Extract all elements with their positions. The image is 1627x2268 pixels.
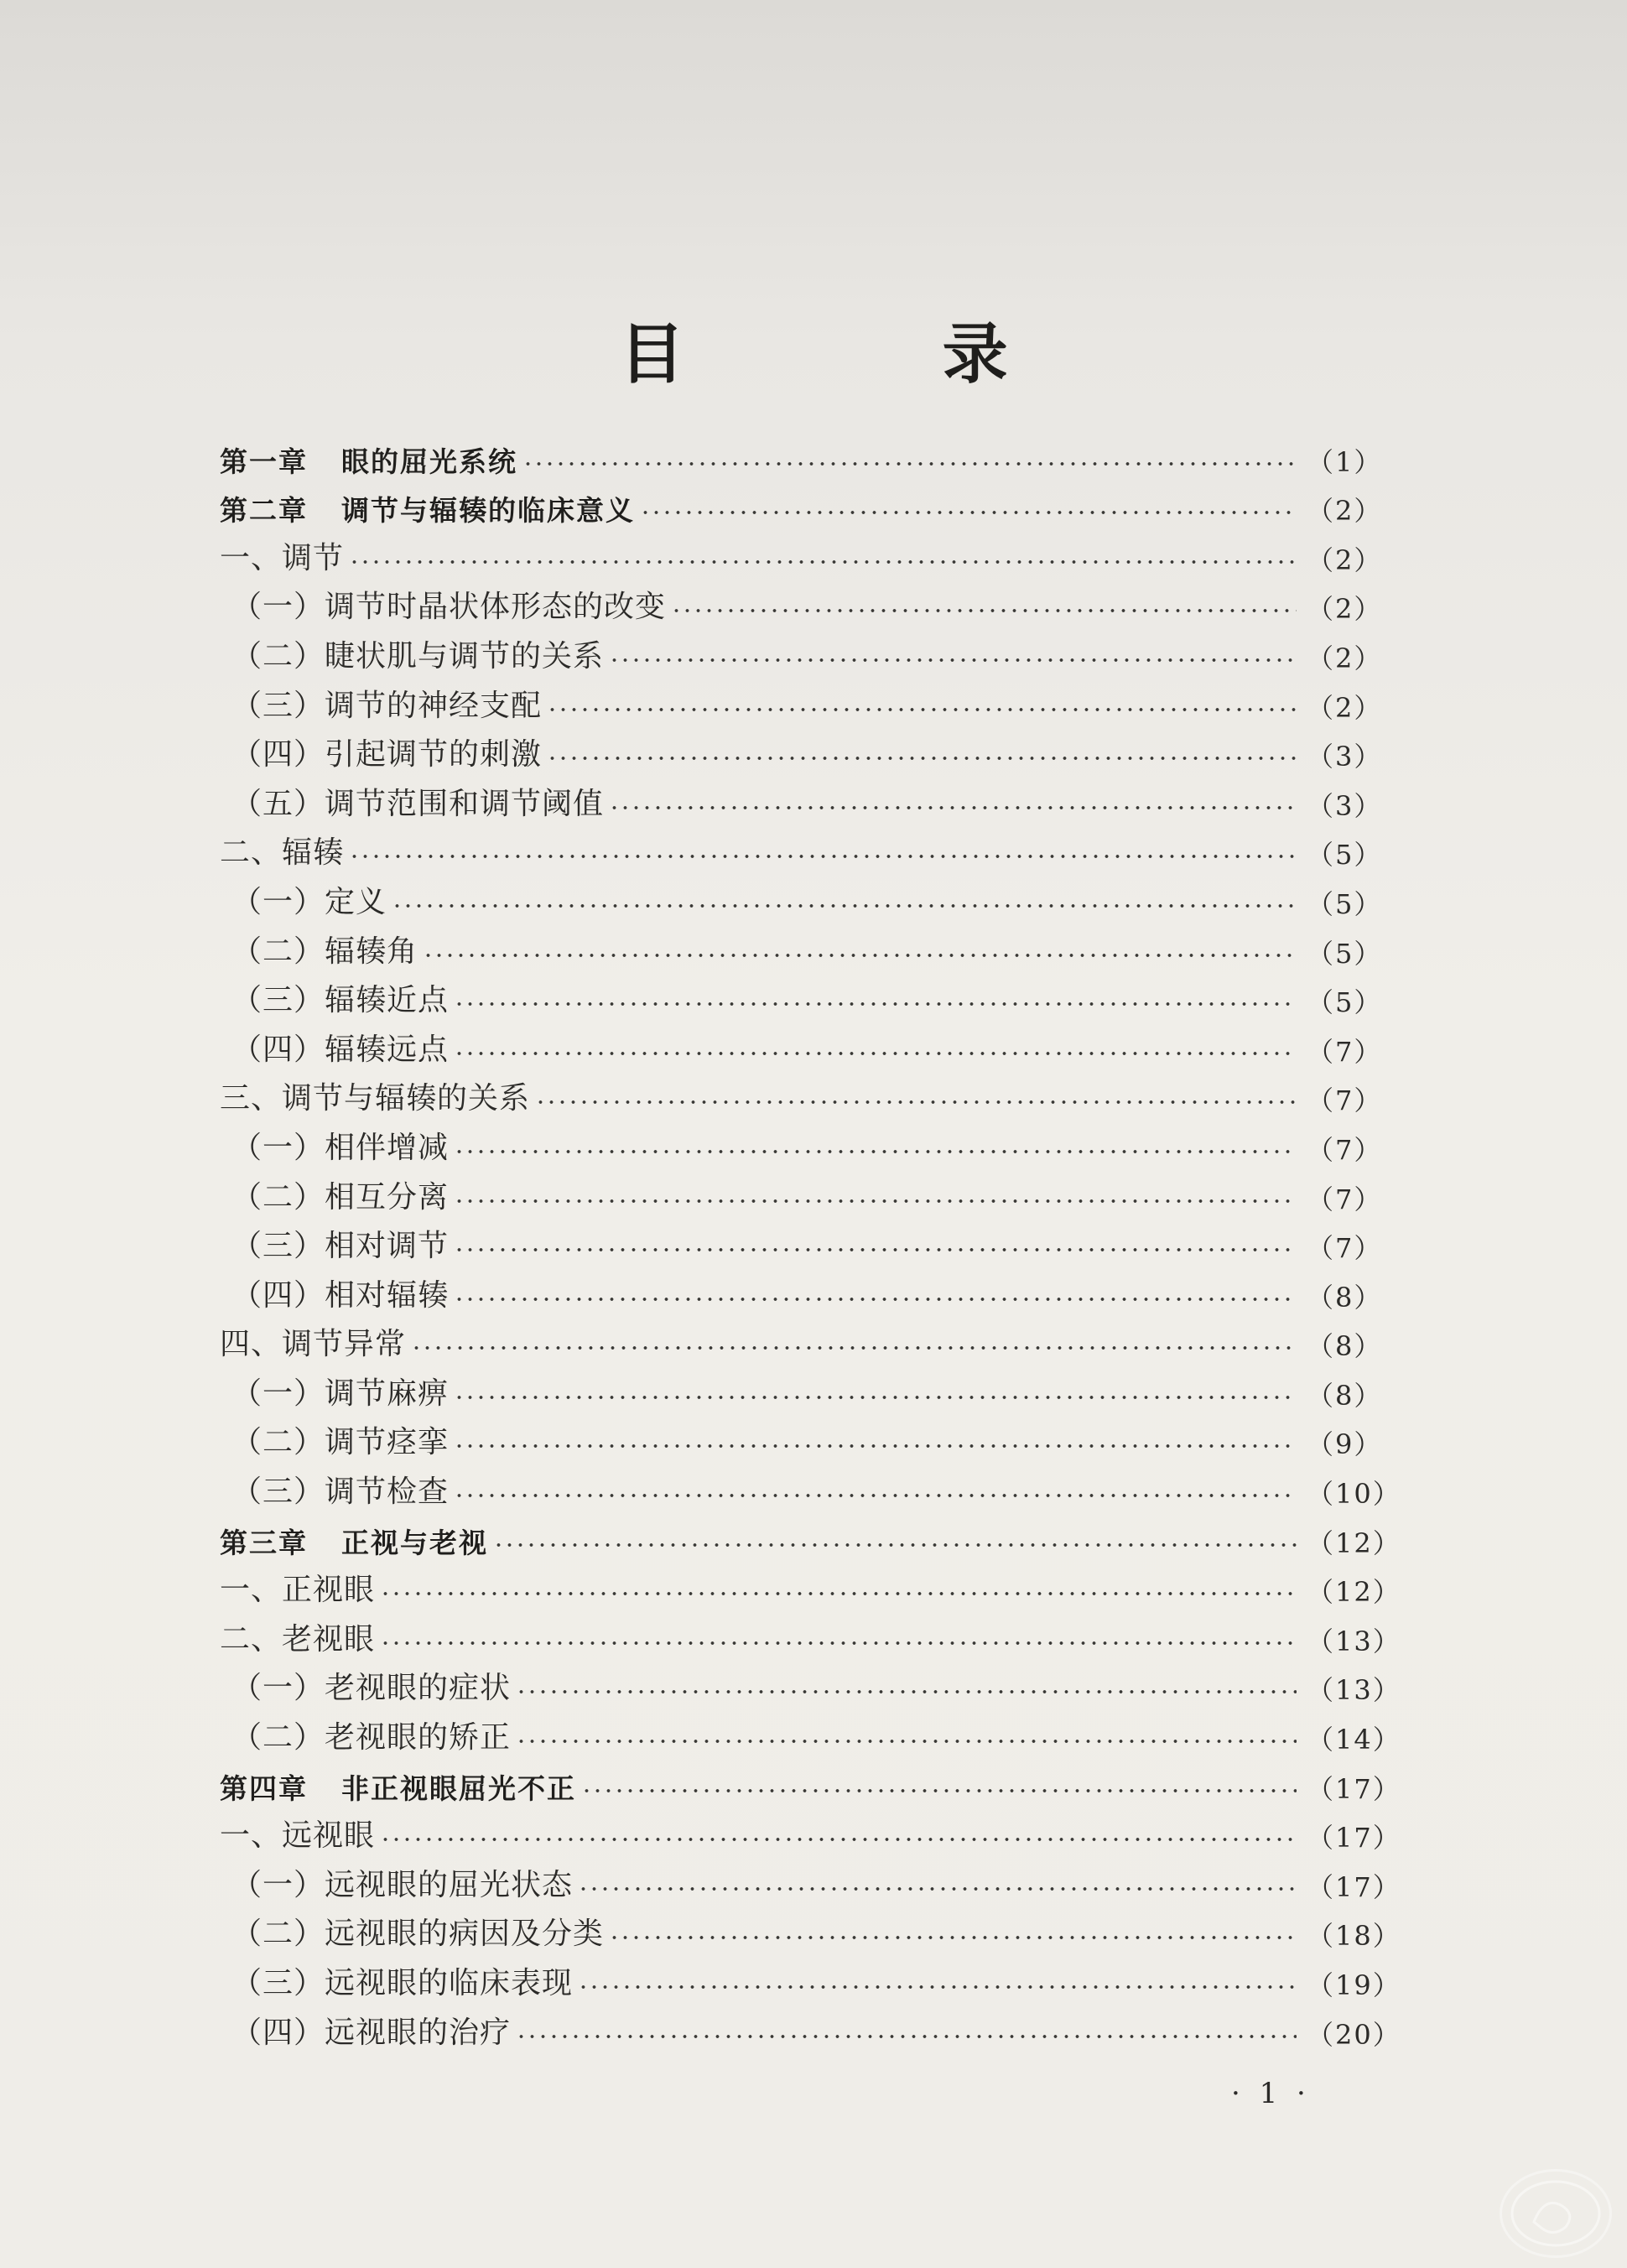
toc-entry xyxy=(220,1605,1401,1657)
chapter-number: 第二章 xyxy=(220,494,308,528)
toc-entry-label xyxy=(220,590,667,625)
toc-page-number: （9） xyxy=(1307,1428,1383,1461)
dot-leader xyxy=(380,1640,1297,1646)
toc-page-number: （5） xyxy=(1307,986,1383,1019)
dot-leader xyxy=(493,1542,1297,1548)
toc-entry-title: （五）调节范围和调节阈值 xyxy=(231,786,605,821)
dot-leader xyxy=(522,460,1297,467)
toc-entry-title: 调节与辐辏的临床意义 xyxy=(341,494,635,528)
toc-entry-title: （三）相对调节 xyxy=(231,1229,450,1264)
toc-entry-label xyxy=(220,737,543,772)
toc-entry xyxy=(220,1409,1383,1461)
toc-entry xyxy=(220,1753,1401,1805)
dot-leader xyxy=(349,853,1297,860)
toc-page-number: （12） xyxy=(1307,1576,1401,1609)
toc-page-number: （7） xyxy=(1307,1232,1383,1265)
toc-entry-title: 非正视眼屈光不正 xyxy=(341,1771,576,1805)
toc-entry xyxy=(220,1163,1383,1215)
toc-page-number: （20） xyxy=(1307,2018,1401,2051)
chapter-number: 第三章 xyxy=(220,1526,308,1559)
table-of-contents xyxy=(220,426,1401,2051)
toc-entry xyxy=(220,1261,1383,1313)
toc-entry-label xyxy=(220,1673,511,1704)
toc-entry-label xyxy=(220,445,517,478)
toc-entry xyxy=(220,1360,1383,1412)
toc-entry-label xyxy=(220,1081,531,1116)
toc-entry-title: 一、远视眼 xyxy=(220,1818,376,1854)
dot-leader xyxy=(581,1787,1297,1794)
chapter-number: 第一章 xyxy=(220,445,308,478)
toc-page-number: （19） xyxy=(1307,1969,1401,2001)
dot-leader xyxy=(349,559,1297,565)
toc-entry-label xyxy=(220,1130,450,1165)
toc-page-number: （8） xyxy=(1307,1330,1383,1363)
chapter-number: 第四章 xyxy=(220,1771,308,1805)
toc-entry-label xyxy=(220,1573,376,1608)
toc-page-number: （8） xyxy=(1307,1379,1383,1412)
toc-entry xyxy=(220,1802,1401,1854)
dot-leader xyxy=(516,1738,1297,1745)
toc-entry xyxy=(220,1949,1401,2001)
toc-entry-label xyxy=(220,1032,450,1067)
toc-entry xyxy=(220,1311,1383,1363)
toc-entry xyxy=(220,524,1383,576)
toc-entry xyxy=(220,426,1383,478)
toc-page-number: （5） xyxy=(1307,937,1383,970)
dot-leader xyxy=(454,1198,1297,1204)
toc-page-number: （10） xyxy=(1307,1478,1401,1511)
toc-entry-label xyxy=(220,540,345,575)
toc-page-number: （7） xyxy=(1307,1085,1383,1117)
dot-leader xyxy=(380,1590,1297,1597)
toc-page-number: （2） xyxy=(1307,691,1383,724)
toc-entry-label xyxy=(220,884,387,919)
toc-entry xyxy=(220,1458,1401,1511)
toc-page-number: （12） xyxy=(1307,1527,1401,1559)
toc-page-number: （7） xyxy=(1307,1035,1383,1068)
toc-entry xyxy=(220,967,1383,1019)
toc-entry xyxy=(220,1016,1383,1068)
toc-entry-label xyxy=(220,1818,376,1854)
toc-entry-label xyxy=(220,786,605,821)
dot-leader xyxy=(392,903,1297,909)
toc-page-number: （7） xyxy=(1307,1183,1383,1215)
toc-entry xyxy=(220,1065,1383,1117)
toc-page-number: （2） xyxy=(1307,593,1383,626)
toc-entry-label xyxy=(220,1425,450,1460)
toc-entry-label xyxy=(220,1329,406,1360)
toc-entry-title: 四、调节异常 xyxy=(220,1327,407,1362)
toc-entry-title: （四）相对辐辏 xyxy=(231,1277,450,1313)
toc-entry-title: 正视与老视 xyxy=(341,1526,488,1559)
toc-entry xyxy=(220,868,1383,920)
toc-entry-title: （一）相伴增减 xyxy=(231,1130,450,1165)
toc-entry-label xyxy=(220,1277,450,1313)
toc-page-number: （13） xyxy=(1307,1674,1401,1707)
toc-entry xyxy=(220,1851,1401,1903)
toc-entry-title: （二）辐辏角 xyxy=(231,934,418,969)
toc-entry xyxy=(220,1507,1401,1559)
toc-page-number: （2） xyxy=(1307,495,1383,528)
toc-entry-title: 二、老视眼 xyxy=(220,1621,376,1657)
toc-entry-label xyxy=(220,1771,576,1805)
toc-page-number: （17） xyxy=(1307,1772,1401,1805)
toc-entry xyxy=(220,1704,1401,1756)
dot-leader xyxy=(609,804,1297,811)
toc-entry-label xyxy=(220,1229,450,1264)
toc-entry-label xyxy=(220,2015,512,2050)
toc-entry-title: （三）调节检查 xyxy=(231,1475,450,1510)
toc-entry-label xyxy=(220,1867,574,1902)
dot-leader xyxy=(609,657,1297,663)
dot-leader xyxy=(423,952,1297,959)
toc-entry xyxy=(220,819,1383,871)
toc-entry-title: （一）远视眼的屈光状态 xyxy=(231,1867,574,1902)
toc-entry-title: （一）定义 xyxy=(231,884,387,919)
toc-entry xyxy=(220,918,1383,970)
dot-leader xyxy=(671,607,1297,614)
toc-entry-label xyxy=(220,1917,605,1952)
toc-entry-title: （三）辐辏近点 xyxy=(231,983,450,1018)
dot-leader xyxy=(454,1148,1297,1155)
dot-leader xyxy=(640,509,1297,516)
toc-entry xyxy=(220,1213,1383,1265)
page-title: 目 录 xyxy=(619,317,1125,393)
toc-entry xyxy=(220,1901,1401,1953)
dot-leader xyxy=(516,2033,1297,2040)
toc-entry-label xyxy=(220,1179,450,1215)
toc-page-number: （3） xyxy=(1307,741,1383,773)
toc-entry-title: （一）调节时晶状体形态的改变 xyxy=(231,590,667,625)
toc-entry-label xyxy=(220,1376,450,1411)
toc-entry xyxy=(220,770,1383,822)
watermark-logo-icon xyxy=(1500,2169,1612,2258)
toc-entry-label xyxy=(220,934,418,969)
page-number: · 1 · xyxy=(1231,2077,1311,2110)
toc-entry xyxy=(220,1655,1401,1707)
toc-entry xyxy=(220,672,1383,724)
toc-entry-title: 眼的屈光系统 xyxy=(341,445,517,478)
toc-entry-title: 二、辐辏 xyxy=(220,835,345,871)
toc-entry-label xyxy=(220,1720,512,1756)
dot-leader xyxy=(454,1050,1297,1057)
toc-entry-title: 三、调节与辐辏的关系 xyxy=(220,1081,531,1116)
toc-entry xyxy=(220,622,1383,674)
toc-entry xyxy=(220,1557,1401,1609)
toc-page-number: （5） xyxy=(1307,887,1383,920)
dot-leader xyxy=(516,1688,1297,1695)
toc-entry-title: （四）引起调节的刺激 xyxy=(231,737,543,772)
toc-entry-label xyxy=(220,494,635,528)
toc-entry-title: （三）远视眼的临床表现 xyxy=(231,1966,574,2000)
toc-entry-label xyxy=(220,835,345,871)
toc-entry-title: （二）老视眼的矫正 xyxy=(231,1720,512,1756)
toc-entry-title: （二）相互分离 xyxy=(231,1179,450,1215)
toc-page-number: （18） xyxy=(1307,1920,1401,1953)
toc-entry-title: （二）远视眼的病因及分类 xyxy=(231,1917,605,1952)
toc-entry-label xyxy=(220,983,450,1018)
toc-entry-title: 一、正视眼 xyxy=(220,1573,376,1608)
dot-leader xyxy=(454,1001,1297,1007)
toc-entry xyxy=(220,1114,1383,1166)
dot-leader xyxy=(454,1296,1297,1303)
toc-entry-label xyxy=(220,1475,450,1510)
toc-entry xyxy=(220,1999,1401,2051)
toc-page-number: （14） xyxy=(1307,1724,1401,1756)
dot-leader xyxy=(380,1836,1297,1843)
toc-page-number: （2） xyxy=(1307,642,1383,674)
toc-entry-label xyxy=(220,638,605,674)
toc-entry-title: （三）调节的神经支配 xyxy=(231,688,543,723)
toc-entry-title: （一）调节麻痹 xyxy=(231,1376,450,1411)
dot-leader xyxy=(578,1984,1297,1990)
dot-leader xyxy=(547,706,1297,713)
toc-entry-label xyxy=(220,688,543,723)
toc-page-number: （2） xyxy=(1307,544,1383,576)
toc-entry-title: （四）辐辏远点 xyxy=(231,1032,450,1067)
toc-page-number: （13） xyxy=(1307,1625,1401,1657)
dot-leader xyxy=(609,1934,1297,1941)
dot-leader xyxy=(454,1246,1297,1253)
toc-page-number: （8） xyxy=(1307,1281,1383,1313)
toc-page-number: （7） xyxy=(1307,1133,1383,1166)
toc-entry-title: （二）睫状肌与调节的关系 xyxy=(231,638,605,674)
toc-page-number: （17） xyxy=(1307,1870,1401,1903)
dot-leader xyxy=(411,1345,1297,1351)
toc-entry xyxy=(220,476,1383,528)
toc-entry-label xyxy=(220,1966,574,2000)
toc-entry-label xyxy=(220,1526,488,1559)
toc-entry-title: （四）远视眼的治疗 xyxy=(231,2015,512,2050)
toc-page-number: （5） xyxy=(1307,839,1383,871)
toc-entry-title: 一、调节 xyxy=(220,540,345,575)
toc-entry xyxy=(220,574,1383,626)
dot-leader xyxy=(454,1492,1297,1499)
dot-leader xyxy=(578,1886,1297,1892)
toc-entry xyxy=(220,721,1383,773)
dot-leader xyxy=(535,1099,1297,1105)
dot-leader xyxy=(547,755,1297,762)
dot-leader xyxy=(454,1443,1297,1449)
toc-entry-label xyxy=(220,1621,376,1657)
toc-entry-title: （二）调节痉挛 xyxy=(231,1425,450,1460)
toc-page-number: （3） xyxy=(1307,789,1383,822)
dot-leader xyxy=(454,1394,1297,1401)
toc-page-number: （17） xyxy=(1307,1822,1401,1854)
toc-entry-title: （一）老视眼的症状 xyxy=(231,1671,512,1706)
toc-page-number: （1） xyxy=(1307,445,1383,478)
